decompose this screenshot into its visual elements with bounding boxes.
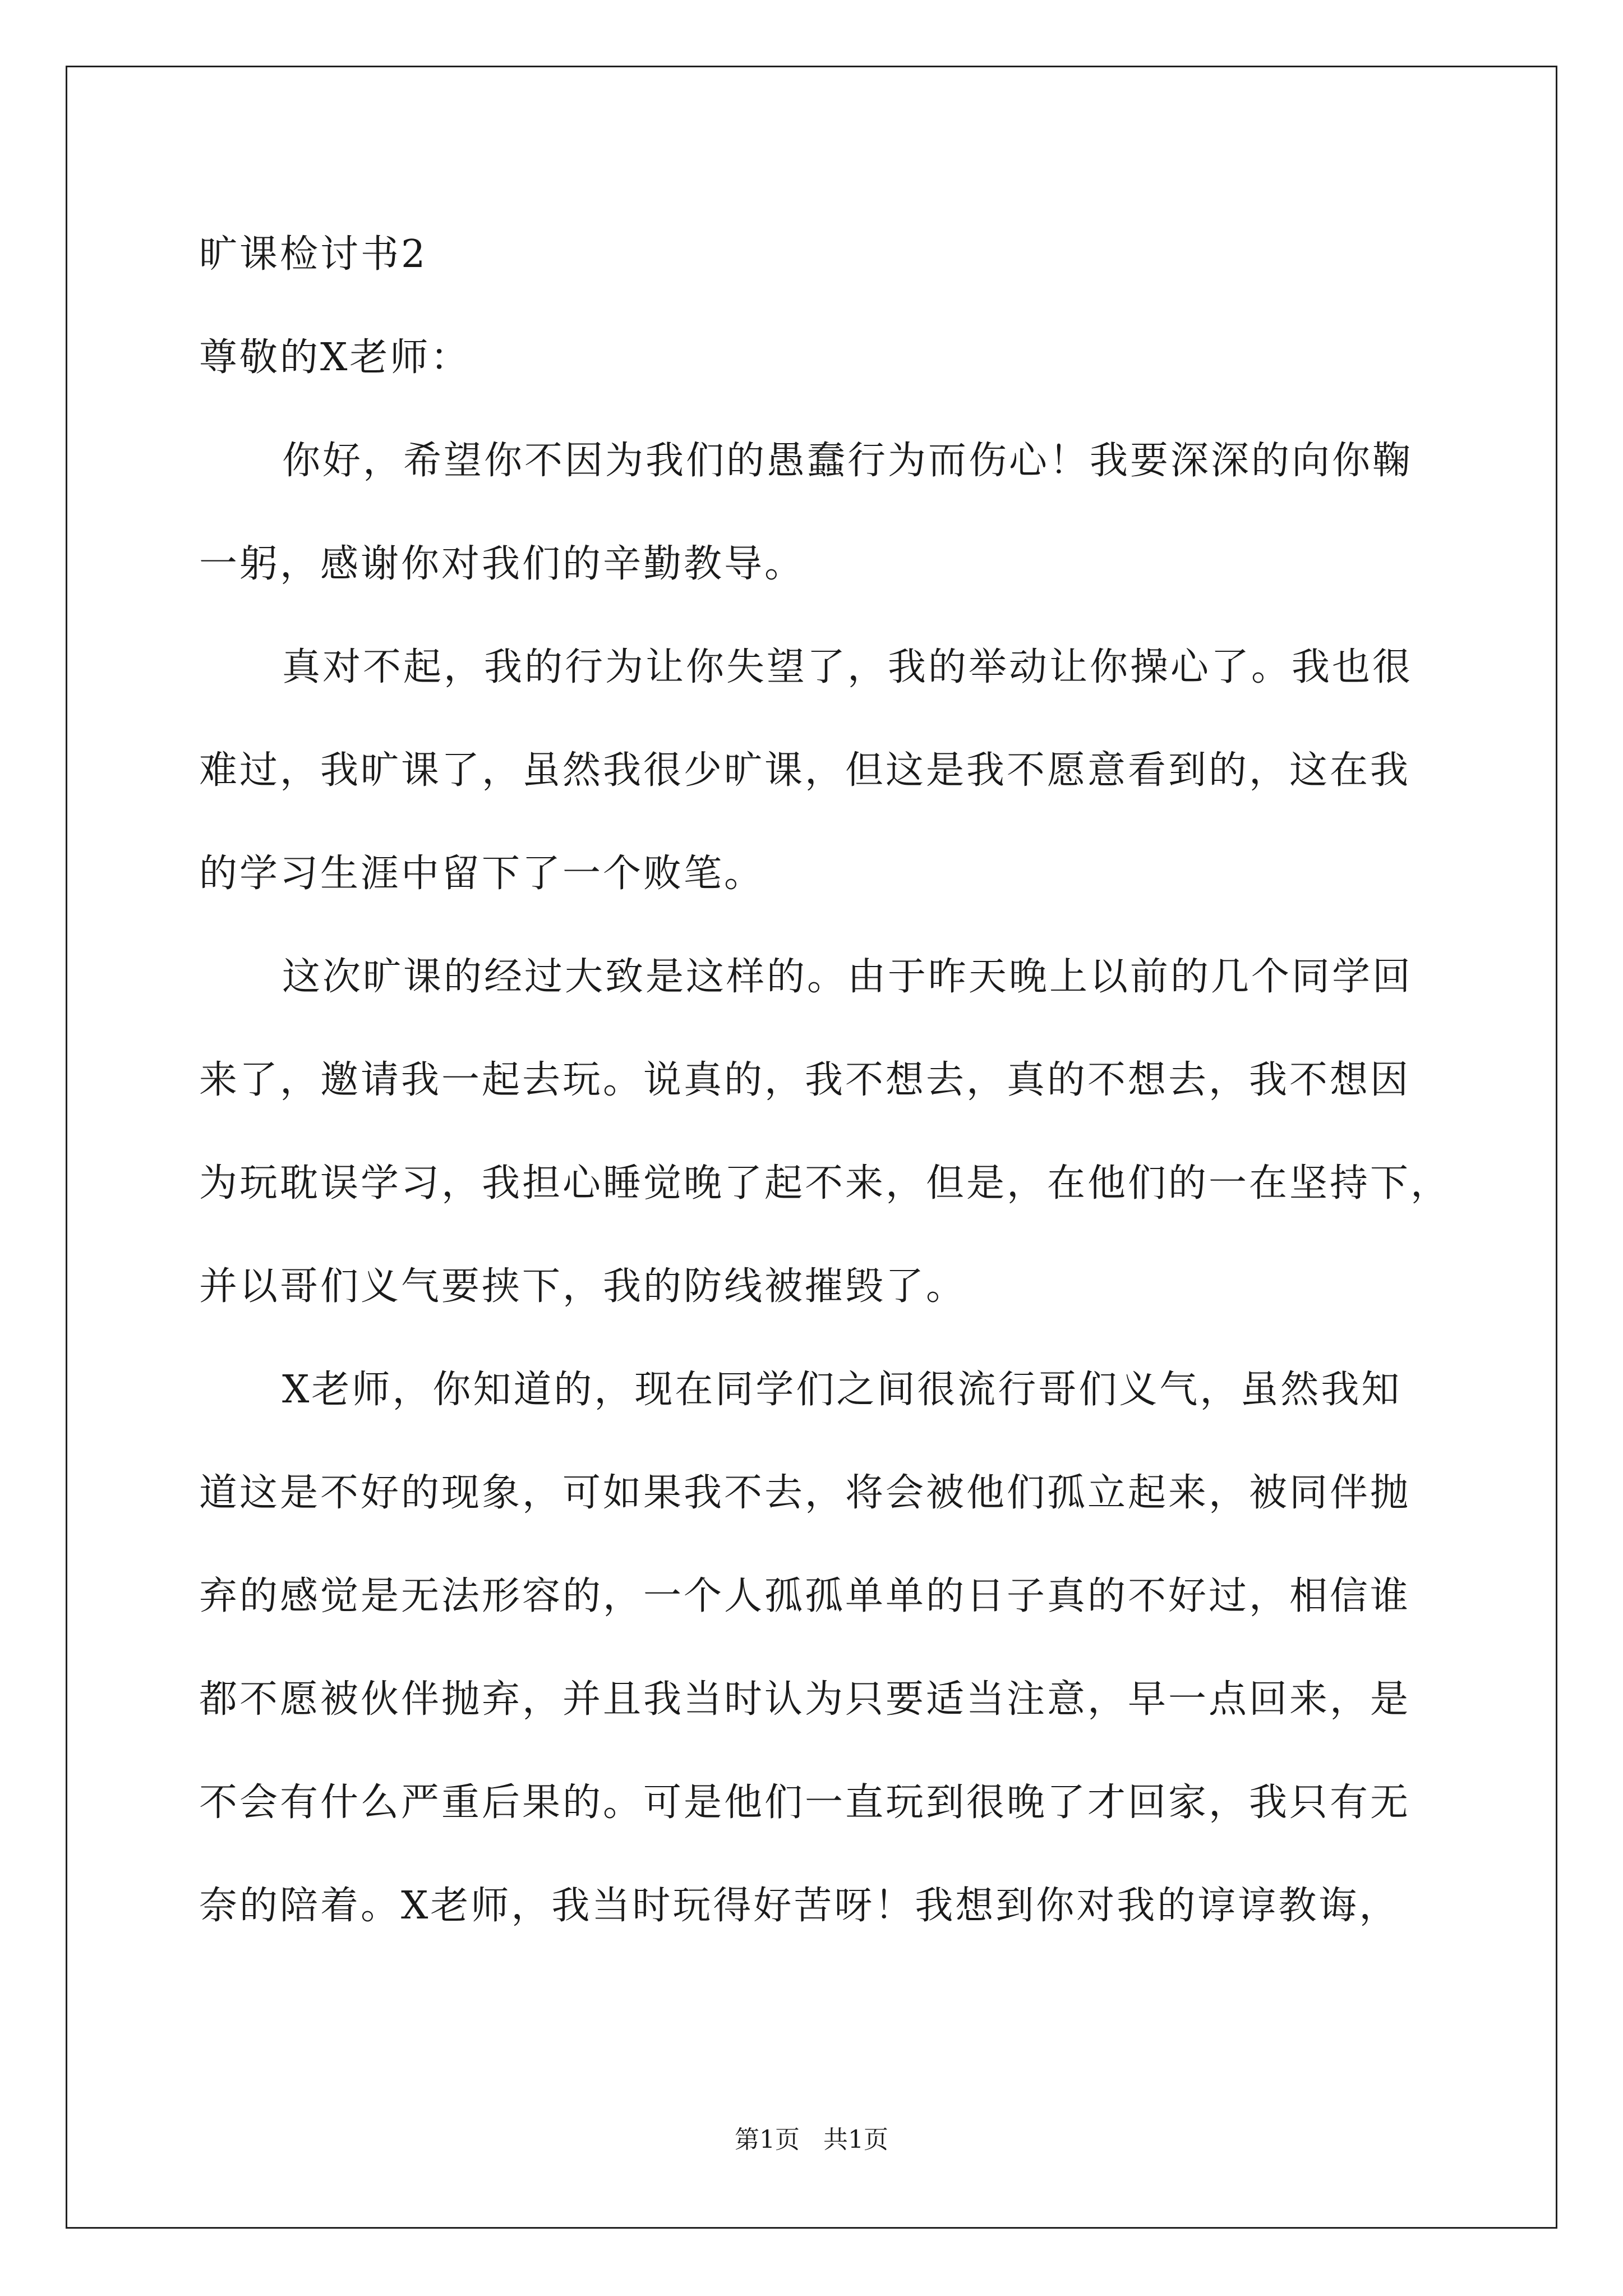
document-body xyxy=(199,203,1455,1958)
text-line: 你好，希望你不因为我们的愚蠢行为而伤心！我要深深的向你鞠 xyxy=(282,439,1413,483)
text-line: X老师，你知道的，现在同学们之间很流行哥们义气，虽然我知 xyxy=(282,1368,1402,1412)
text-line: 的学习生涯中留下了一个败笔。 xyxy=(199,852,765,896)
text-line: 道这是不好的现象，可如果我不去，将会被他们孤立起来，被同伴抛 xyxy=(199,1471,1411,1515)
text-line: 难过，我旷课了，虽然我很少旷课，但这是我不愿意看到的，这在我 xyxy=(199,748,1411,793)
text-line: 真对不起，我的行为让你失望了，我的举动让你操心了。我也很 xyxy=(282,645,1413,689)
text-line: 弃的感觉是无法形容的，一个人孤孤单单的日子真的不好过，相信谁 xyxy=(199,1574,1411,1618)
page-footer xyxy=(0,2123,1623,2157)
text-line: 都不愿被伙伴抛弃，并且我当时认为只要适当注意，早一点回来，是 xyxy=(199,1677,1411,1722)
text-line: 奈的陪着。X老师，我当时玩得好苦呀！我想到你对我的谆谆教诲， xyxy=(199,1884,1400,1928)
text-line: 为玩耽误学习，我担心睡觉晚了起不来，但是，在他们的一在坚持下， xyxy=(199,1161,1451,1205)
text-line: 并以哥们义气要挟下，我的防线被摧毁了。 xyxy=(199,1264,967,1309)
document-title: 旷课检讨书2 xyxy=(199,232,428,277)
total-pages-label: 共1页 xyxy=(823,2125,888,2154)
text-line: 这次旷课的经过大致是这样的。由于昨天晚上以前的几个同学回 xyxy=(282,955,1413,999)
salutation: 尊敬的X老师： xyxy=(199,335,471,380)
text-line: 一躬，感谢你对我们的辛勤教导。 xyxy=(199,542,805,586)
body-lines xyxy=(199,409,1455,1958)
current-page-label: 第1页 xyxy=(735,2125,800,2154)
text-line: 来了，邀请我一起去玩。说真的，我不想去，真的不想去，我不想因 xyxy=(199,1058,1411,1102)
text-line: 不会有什么严重后果的。可是他们一直玩到很晚了才回家，我只有无 xyxy=(199,1780,1411,1825)
